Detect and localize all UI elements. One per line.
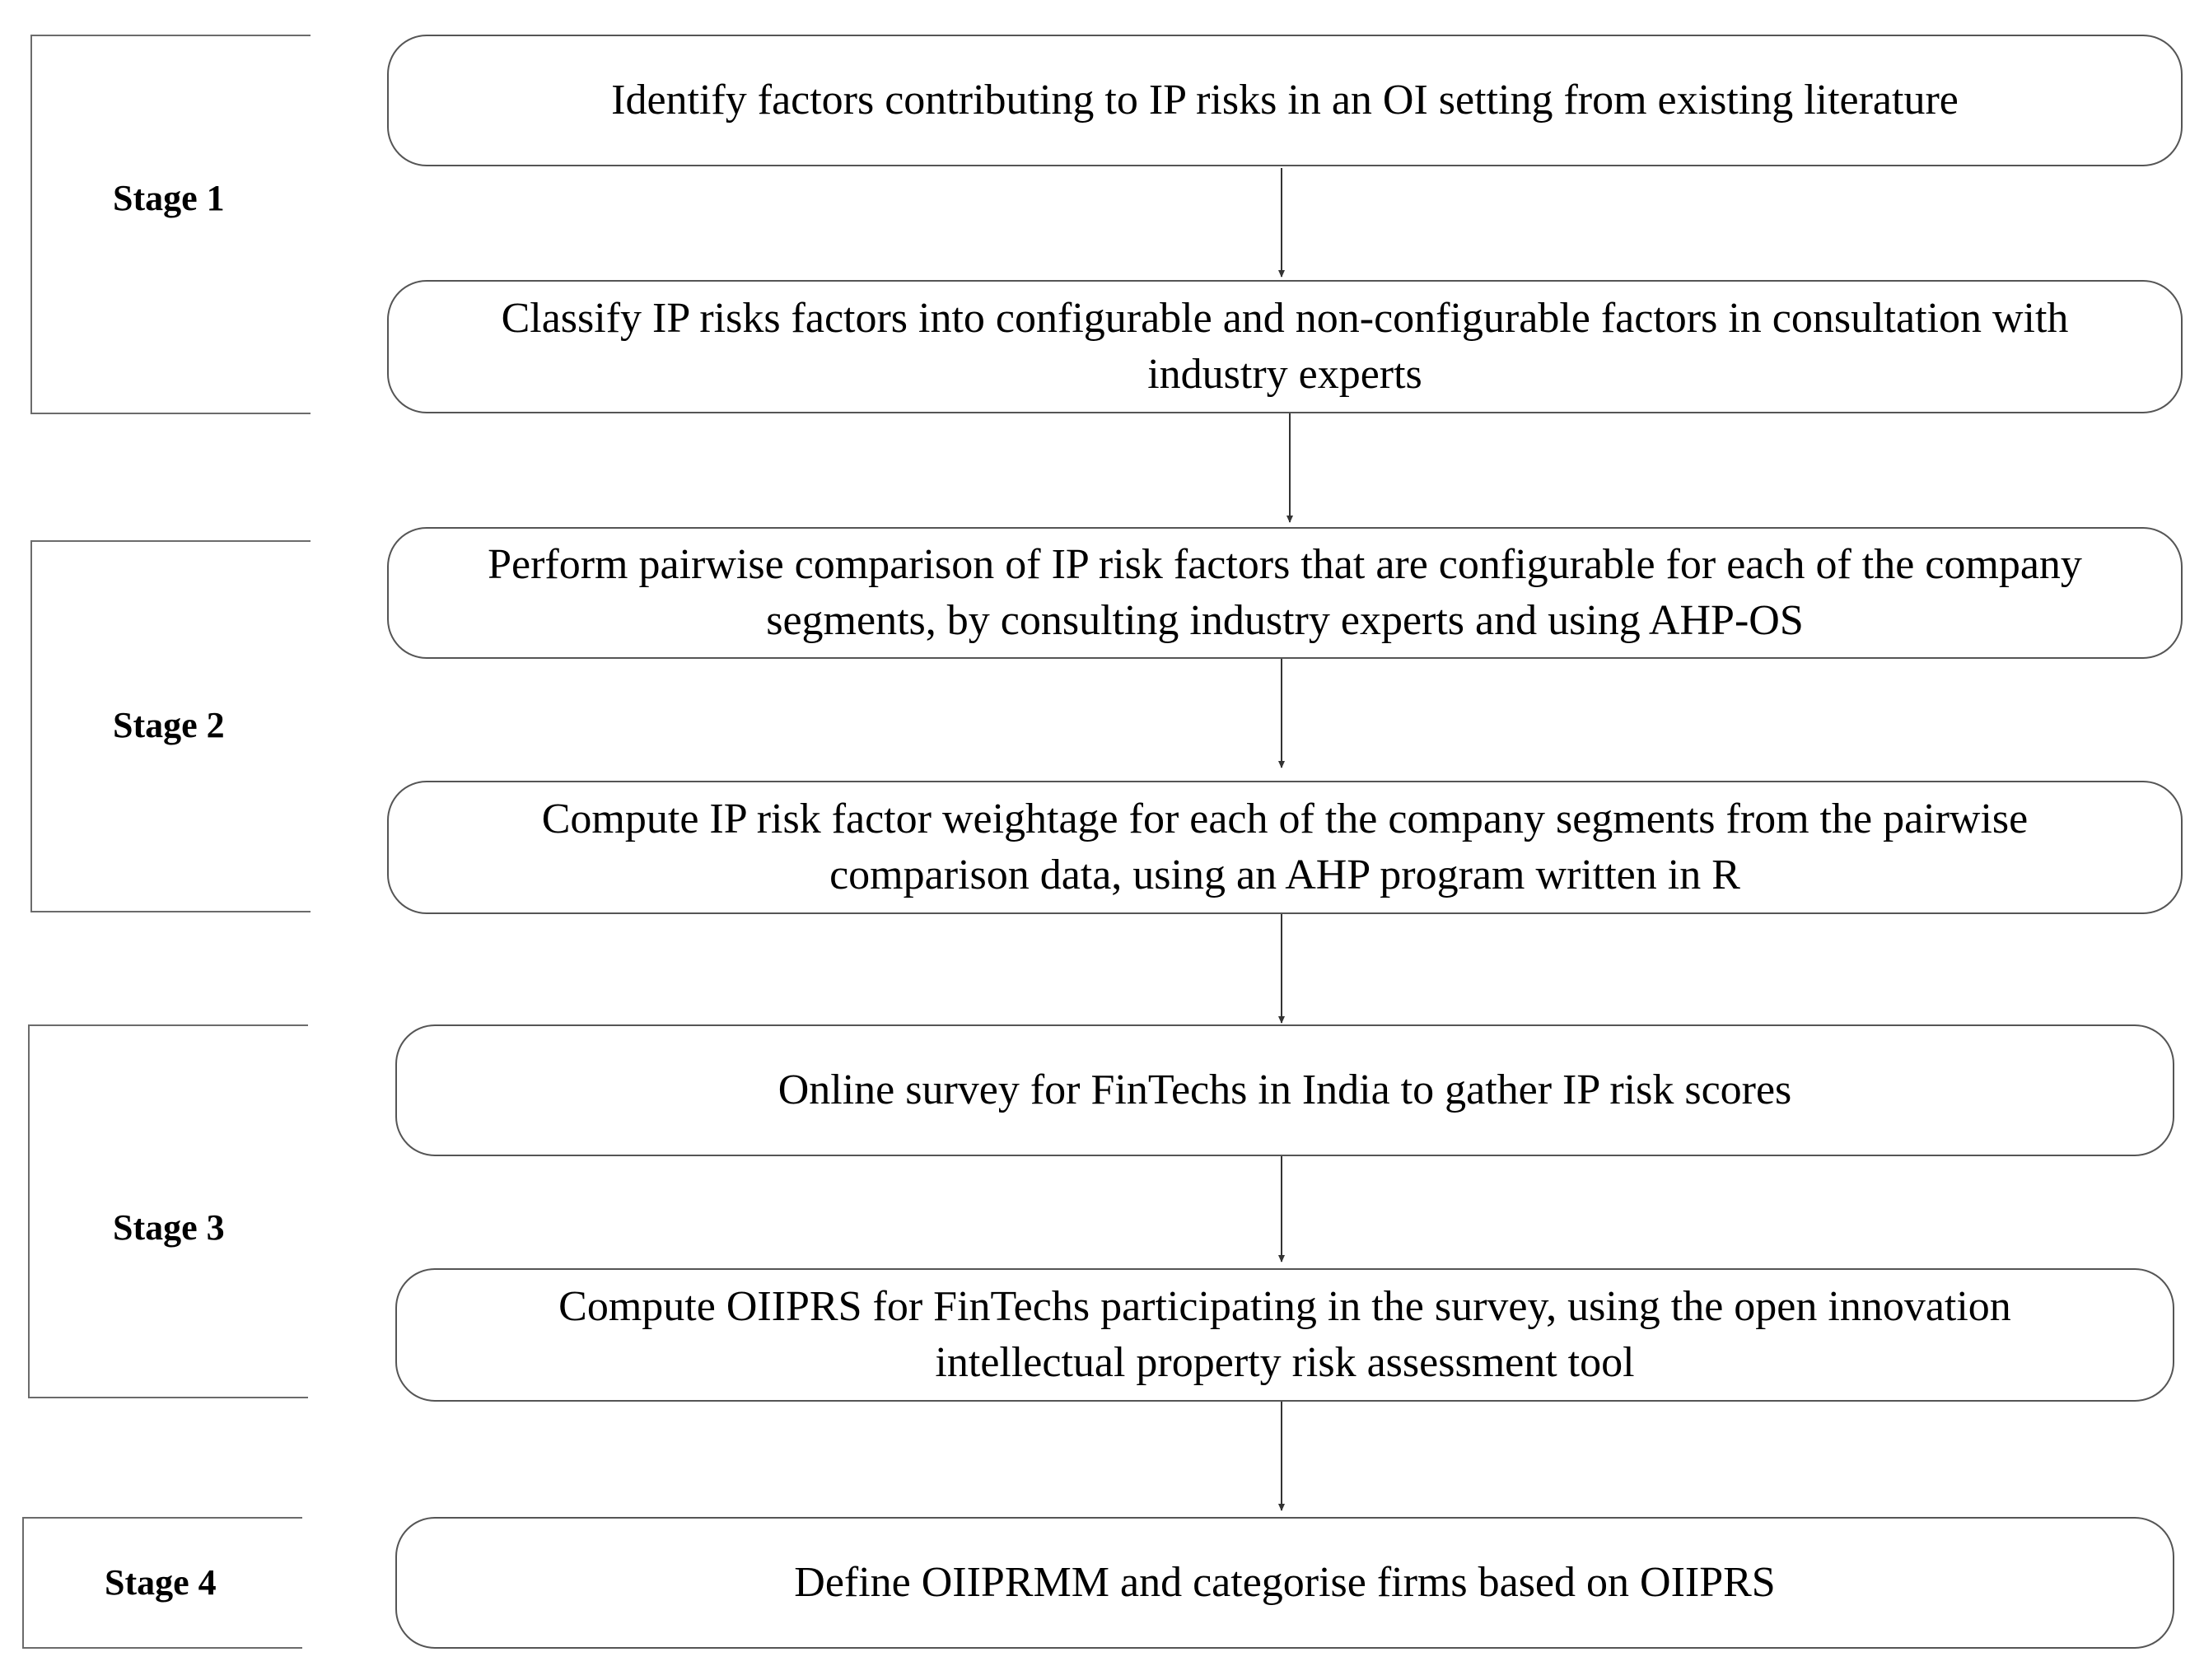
step-pairwise-comparison: Perform pairwise comparison of IP risk factors that are configurable for each of the company segments, by consulting industry experts and using AHP-OS — [387, 527, 2183, 659]
stage-4-label: Stage 4 — [105, 1562, 217, 1603]
stage-2-label: Stage 2 — [113, 705, 225, 745]
step-define-oiiprmm: Define OIIPRMM and categorise firms based on OIIPRS — [395, 1517, 2174, 1649]
step-compute-oiiprs: Compute OIIPRS for FinTechs participating in the survey, using the open innovation intellectual property risk assessment tool — [395, 1268, 2174, 1402]
step-classify-factors: Classify IP risks factors into configurable and non-configurable factors in consultation with industry experts — [387, 280, 2183, 413]
step-online-survey: Online survey for FinTechs in India to gather IP risk scores — [395, 1024, 2174, 1156]
step-compute-weightage: Compute IP risk factor weightage for each of the company segments from the pairwise comparison data, using an AHP program written in R — [387, 781, 2183, 914]
step-identify-factors: Identify factors contributing to IP risks in an OI setting from existing literature — [387, 35, 2183, 166]
stage-3-label: Stage 3 — [113, 1207, 225, 1248]
stage-1-label: Stage 1 — [113, 178, 225, 218]
